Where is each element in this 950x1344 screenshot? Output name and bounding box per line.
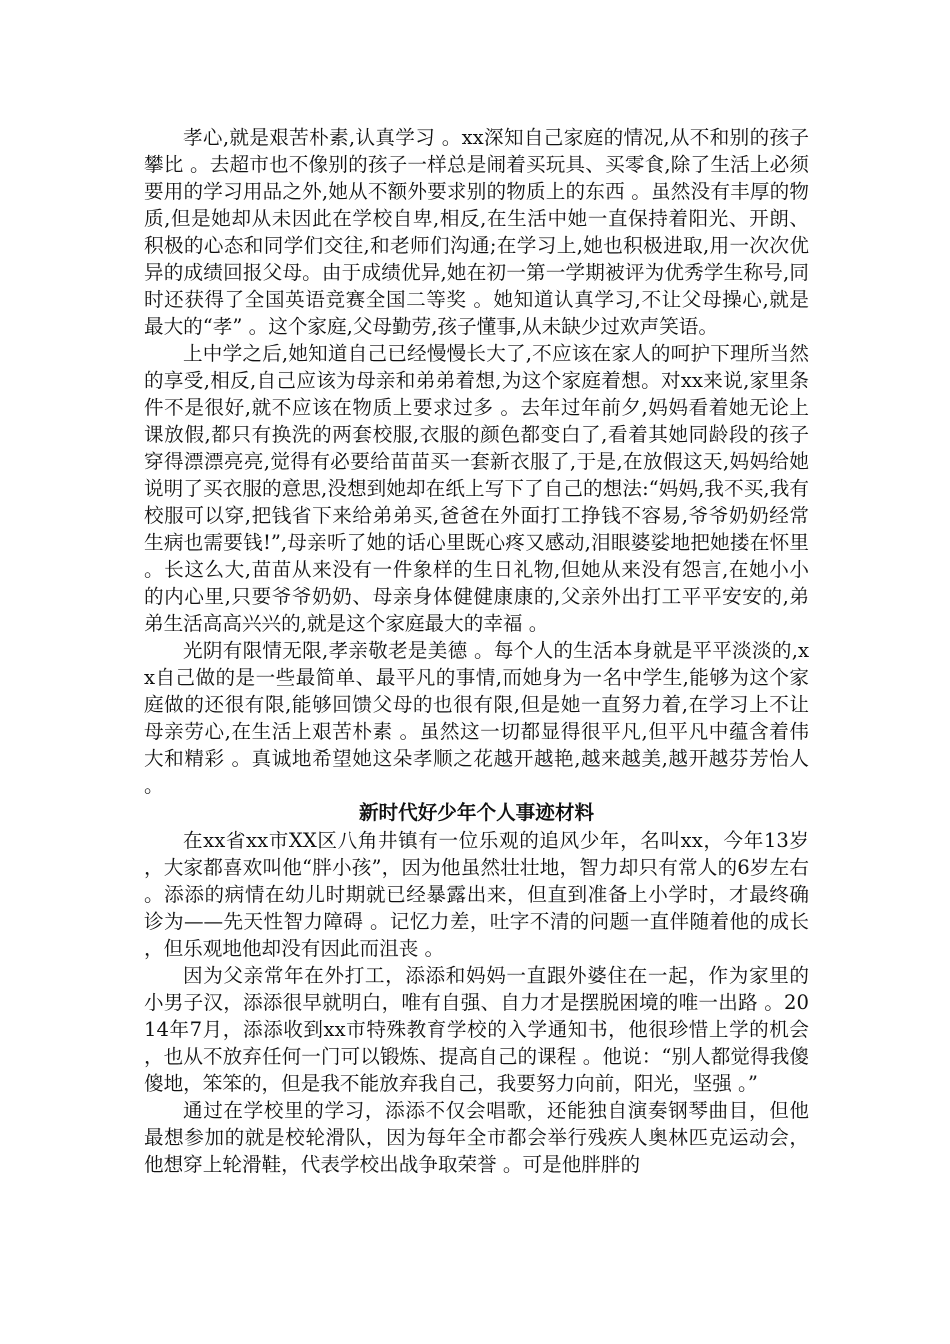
body-paragraph: 光阴有限情无限,孝亲敬老是美德 。每个人的生活本身就是平平淡淡的,xx自己做的是一些最简单、最平凡的事情,而她身为一名中学生,能够为这个家庭做的还很有限,能够回馈父母的也很有限,但是她一直努力着,在学习上不让母亲劳心,在生活上艰苦朴素 。虽然这一切都显得很平凡,但平凡中蕴含着伟大和精彩 。真诚地希望她这朵孝顺之花越开越艳,越来越美,越开越芬芳怡人 。 [144, 639, 809, 797]
body-paragraph: 在xx省xx市XX区八角井镇有一位乐观的追风少年，名叫xx，今年13岁，大家都喜欢叫他“胖小孩”，因为他虽然壮壮地，智力却只有常人的6岁左右 。添添的病情在幼儿时期就已经暴露出来，但直到准备上小学时，才最终确诊为——先天性智力障碍 。记忆力差，吐字不清的问题一直伴随着他的成长，但乐观地他却没有因此而沮丧 。 [144, 829, 809, 960]
document-page [144, 124, 809, 1178]
body-paragraph: 通过在学校里的学习，添添不仅会唱歌，还能独自演奏钢琴曲目，但他最想参加的就是校轮滑队，因为每年全市都会举行残疾人奥林匹克运动会，他想穿上轮滑鞋，代表学校出战争取荣誉 。可是他胖胖的 [144, 1099, 809, 1176]
body-paragraph: 因为父亲常年在外打工，添添和妈妈一直跟外婆住在一起，作为家里的小男子汉，添添很早就明白，唯有自强、自力才是摆脱困境的唯一出路 。2014年7月，添添收到xx市特殊教育学校的入学通知书，他很珍惜上学的机会，也从不放弃任何一门可以锻炼、提高自己的课程 。他说：“别人都觉得我傻傻地，笨笨的，但是我不能放弃我自己，我要努力向前，阳光，坚强 。” [144, 964, 809, 1095]
body-paragraph: 孝心,就是艰苦朴素,认真学习 。xx深知自己家庭的情况,从不和别的孩子攀比 。去超市也不像别的孩子一样总是闹着买玩具、买零食,除了生活上必须要用的学习用品之外,她从不额外要求别的物质上的东西 。虽然没有丰厚的物质,但是她却从未因此在学校自卑,相反,在生活中她一直保持着阳光、开朗、积极的心态和同学们交往,和老师们沟通;在学习上,她也积极进取,用一次次优异的成绩回报父母。由于成绩优异,她在初一第一学期被评为优秀学生称号,同时还获得了全国英语竞赛全国二等奖 。她知道认真学习,不让父母操心,就是最大的“孝” 。这个家庭,父母勤劳,孩子懂事,从未缺少过欢声笑语。 [144, 126, 809, 338]
body-paragraph: 上中学之后,她知道自己已经慢慢长大了,不应该在家人的呵护下理所当然的享受,相反,自己应该为母亲和弟弟着想,为这个家庭着想。对xx来说,家里条件不是很好,就不应该在物质上要求过多 。去年过年前夕,妈妈看着她无论上课放假,都只有换洗的两套校服,衣服的颜色都变白了,看着其她同龄段的孩子穿得漂漂亮亮,觉得有必要给苗苗买一套新衣服了,于是,在放假这天,妈妈给她说明了买衣服的意思,没想到她却在纸上写下了自己的想法:“妈妈,我不买,我有校服可以穿,把钱省下来给弟弟买,爸爸在外面打工挣钱不容易,爷爷奶奶经常生病也需要钱!”,母亲听了她的话心里既心疼又感动,泪眼婆娑地把她搂在怀里 。长这么大,苗苗从来没有一件象样的生日礼物,但她从来没有怨言,在她小小的内心里,只要爷爷奶奶、母亲身体健健康康的,父亲外出打工平平安安的,弟弟生活高高兴兴的,就是这个家庭最大的幸福 。 [144, 342, 809, 635]
section-title: 新时代好少年个人事迹材料 [358, 801, 595, 824]
